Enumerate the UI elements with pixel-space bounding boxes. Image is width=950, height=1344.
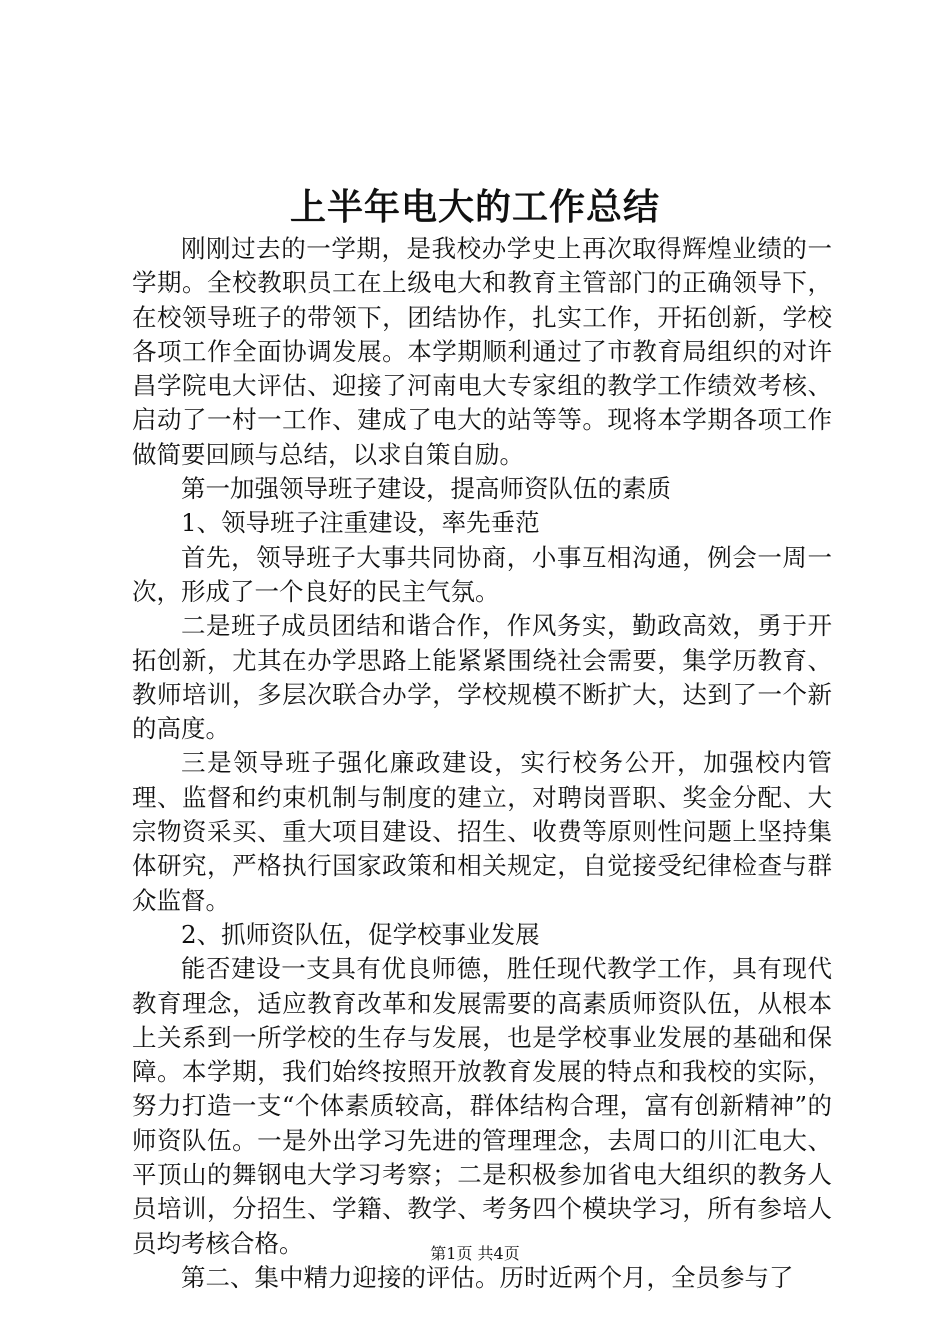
body-paragraph: 三是领导班子强化廉政建设，实行校务公开，加强校内管理、监督和约束机制与制度的建立，对聘岗晋职、奖金分配、大宗物资采买、重大项目建设、招生、收费等原则性问题上坚持集体研究，严格执行国家政策和相关规定，自觉接受纪律检查与群众监督。 (132, 748, 832, 915)
subsection-heading-2: 2、抓师资队伍，促学校事业发展 (181, 919, 540, 949)
body-paragraph: 能否建设一支具有优良师德，胜任现代教学工作，具有现代教育理念，适应教育改革和发展需要的高素质师资队伍，从根本上关系到一所学校的生存与发展，也是学校事业发展的基础和保障。本学期，我们始终按照开放教育发展的特点和我校的实际，努力打造一支“个体素质较高，群体结构合理，富有创新精神”的师资队伍。一是外出学习先进的管理理念，去周口的川汇电大、平顶山的舞钢电大学习考察；二是积极参加省电大组织的教务人员培训，分招生、学籍、教学、考务四个模块学习，所有参培人员均考核合格。 (132, 954, 832, 1258)
body-paragraph: 二是班子成员团结和谐合作，作风务实，勤政高效，勇于开拓创新，尤其在办学思路上能紧紧围绕社会需要，集学历教育、教师培训，多层次联合办学，学校规模不断扩大，达到了一个新的高度。 (132, 611, 832, 744)
intro-paragraph: 刚刚过去的一学期，是我校办学史上再次取得辉煌业绩的一学期。全校教职员工在上级电大和教育主管部门的正确领导下，在校领导班子的带领下，团结协作，扎实工作，开拓创新，学校各项工作全面协调发展。本学期顺利通过了市教育局组织的对许昌学院电大评估、迎接了河南电大专家组的教学工作绩效考核、启动了一村一工作、建成了电大的站等等。现将本学期各项工作做简要回顾与总结，以求自策自励。 (132, 234, 832, 469)
page-footer: 第1页 共4页 (430, 1244, 520, 1263)
document-title: 上半年电大的工作总结 (289, 187, 660, 228)
body-paragraph: 首先，领导班子大事共同协商，小事互相沟通，例会一周一次，形成了一个良好的民主气氛。 (132, 542, 832, 606)
section-heading-evaluation: 第二、集中精力迎接的评估。历时近两个月，全员参与了 (181, 1262, 794, 1292)
subsection-heading-1: 1、领导班子注重建设，率先垂范 (181, 508, 540, 538)
document-body (132, 232, 832, 1295)
section-heading-leadership: 第一加强领导班子建设，提高师资队伍的素质 (181, 474, 671, 504)
